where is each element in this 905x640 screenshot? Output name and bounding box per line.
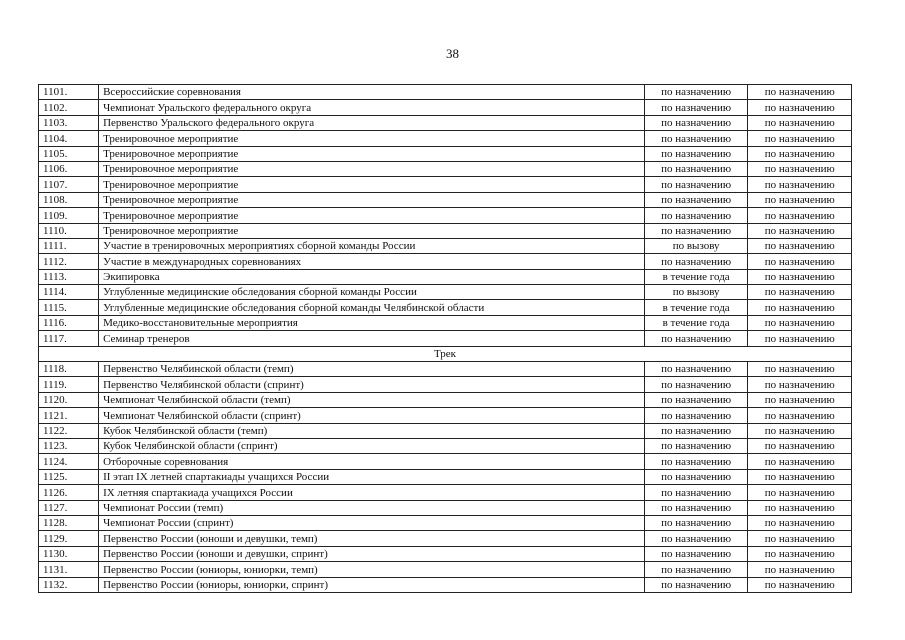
assignment-cell: по назначению: [748, 115, 852, 130]
timing-cell: по назначению: [644, 161, 748, 176]
row-number: 1124.: [39, 454, 99, 469]
assignment-cell: по назначению: [748, 485, 852, 500]
row-number: 1101.: [39, 85, 99, 100]
assignment-cell: по назначению: [748, 423, 852, 438]
timing-cell: по назначению: [644, 223, 748, 238]
table-row: [39, 562, 852, 577]
row-number: 1125.: [39, 469, 99, 484]
assignment-cell: по назначению: [748, 315, 852, 330]
table-row: [39, 331, 852, 346]
row-number: 1118.: [39, 362, 99, 377]
table-row: [39, 131, 852, 146]
event-name: IX летняя спартакиада учащихся России: [99, 485, 645, 500]
assignment-cell: по назначению: [748, 392, 852, 407]
table-row: [39, 438, 852, 453]
row-number: 1131.: [39, 562, 99, 577]
row-number: 1130.: [39, 546, 99, 561]
timing-cell: по назначению: [644, 423, 748, 438]
assignment-cell: по назначению: [748, 500, 852, 515]
table-row: [39, 423, 852, 438]
section-row: [39, 346, 852, 361]
assignment-cell: по назначению: [748, 269, 852, 284]
row-number: 1107.: [39, 177, 99, 192]
timing-cell: по назначению: [644, 192, 748, 207]
event-name: Всероссийские соревнования: [99, 85, 645, 100]
table-row: [39, 146, 852, 161]
timing-cell: по назначению: [644, 85, 748, 100]
assignment-cell: по назначению: [748, 515, 852, 530]
timing-cell: по назначению: [644, 208, 748, 223]
row-number: 1129.: [39, 531, 99, 546]
timing-cell: по назначению: [644, 177, 748, 192]
row-number: 1108.: [39, 192, 99, 207]
timing-cell: по назначению: [644, 100, 748, 115]
assignment-cell: по назначению: [748, 254, 852, 269]
assignment-cell: по назначению: [748, 100, 852, 115]
row-number: 1132.: [39, 577, 99, 592]
assignment-cell: по назначению: [748, 192, 852, 207]
timing-cell: по назначению: [644, 485, 748, 500]
section-header: [39, 346, 852, 361]
event-name: Тренировочное мероприятие: [99, 131, 645, 146]
assignment-cell: по назначению: [748, 85, 852, 100]
row-number: 1122.: [39, 423, 99, 438]
assignment-cell: по назначению: [748, 531, 852, 546]
row-number: 1120.: [39, 392, 99, 407]
table-row: [39, 115, 852, 130]
row-number: 1102.: [39, 100, 99, 115]
table-row: [39, 531, 852, 546]
table-row: [39, 546, 852, 561]
row-number: 1106.: [39, 161, 99, 176]
assignment-cell: по назначению: [748, 208, 852, 223]
timing-cell: по вызову: [644, 285, 748, 300]
timing-cell: в течение года: [644, 269, 748, 284]
assignment-cell: по назначению: [748, 223, 852, 238]
timing-cell: по назначению: [644, 562, 748, 577]
table-row: [39, 208, 852, 223]
table-row: [39, 362, 852, 377]
row-number: 1121.: [39, 408, 99, 423]
timing-cell: по вызову: [644, 238, 748, 253]
row-number: 1103.: [39, 115, 99, 130]
table-row: [39, 223, 852, 238]
event-name: Чемпионат России (спринт): [99, 515, 645, 530]
table-row: [39, 392, 852, 407]
event-name: Чемпионат Уральского федерального округа: [99, 100, 645, 115]
row-number: 1111.: [39, 238, 99, 253]
event-name: Семинар тренеров: [99, 331, 645, 346]
event-name: Кубок Челябинской области (темп): [99, 423, 645, 438]
timing-cell: по назначению: [644, 469, 748, 484]
timing-cell: по назначению: [644, 500, 748, 515]
assignment-cell: по назначению: [748, 438, 852, 453]
timing-cell: по назначению: [644, 377, 748, 392]
table-row: [39, 254, 852, 269]
row-number: 1110.: [39, 223, 99, 238]
event-name: Тренировочное мероприятие: [99, 146, 645, 161]
event-name: Первенство России (юноши и девушки, спринт): [99, 546, 645, 561]
event-name: Экипировка: [99, 269, 645, 284]
event-name: Тренировочное мероприятие: [99, 208, 645, 223]
assignment-cell: по назначению: [748, 300, 852, 315]
table-row: [39, 408, 852, 423]
assignment-cell: по назначению: [748, 562, 852, 577]
row-number: 1105.: [39, 146, 99, 161]
timing-cell: по назначению: [644, 392, 748, 407]
assignment-cell: по назначению: [748, 454, 852, 469]
event-name: Углубленные медицинские обследования сборной команды России: [99, 285, 645, 300]
assignment-cell: по назначению: [748, 161, 852, 176]
timing-cell: по назначению: [644, 146, 748, 161]
row-number: 1123.: [39, 438, 99, 453]
table-row: [39, 454, 852, 469]
timing-cell: по назначению: [644, 546, 748, 561]
row-number: 1104.: [39, 131, 99, 146]
timing-cell: в течение года: [644, 300, 748, 315]
assignment-cell: по назначению: [748, 469, 852, 484]
row-number: 1126.: [39, 485, 99, 500]
table-row: [39, 100, 852, 115]
table-body-top: [39, 85, 852, 347]
row-number: 1117.: [39, 331, 99, 346]
event-name: Первенство Челябинской области (спринт): [99, 377, 645, 392]
row-number: 1109.: [39, 208, 99, 223]
timing-cell: по назначению: [644, 115, 748, 130]
timing-cell: по назначению: [644, 131, 748, 146]
table-row: [39, 192, 852, 207]
table-row: [39, 315, 852, 330]
row-number: 1116.: [39, 315, 99, 330]
event-name: Первенство России (юниоры, юниорки, спринт): [99, 577, 645, 592]
assignment-cell: по назначению: [748, 331, 852, 346]
table-row: [39, 515, 852, 530]
event-name: Чемпионат Челябинской области (темп): [99, 392, 645, 407]
events-table: [38, 84, 852, 593]
assignment-cell: по назначению: [748, 546, 852, 561]
assignment-cell: по назначению: [748, 146, 852, 161]
event-name: Участие в тренировочных мероприятиях сборной команды России: [99, 238, 645, 253]
row-number: 1119.: [39, 377, 99, 392]
row-number: 1114.: [39, 285, 99, 300]
table-row: [39, 85, 852, 100]
timing-cell: по назначению: [644, 331, 748, 346]
event-name: Тренировочное мероприятие: [99, 177, 645, 192]
event-name: Первенство России (юниоры, юниорки, темп): [99, 562, 645, 577]
event-name: Тренировочное мероприятие: [99, 161, 645, 176]
assignment-cell: по назначению: [748, 177, 852, 192]
assignment-cell: по назначению: [748, 577, 852, 592]
table-row: [39, 577, 852, 592]
timing-cell: по назначению: [644, 577, 748, 592]
table-row: [39, 161, 852, 176]
row-number: 1127.: [39, 500, 99, 515]
table-row: [39, 469, 852, 484]
event-name: Чемпионат России (темп): [99, 500, 645, 515]
event-name: Отборочные соревнования: [99, 454, 645, 469]
event-name: Тренировочное мероприятие: [99, 223, 645, 238]
section-title: Трек: [39, 346, 852, 361]
timing-cell: по назначению: [644, 254, 748, 269]
timing-cell: по назначению: [644, 454, 748, 469]
timing-cell: по назначению: [644, 515, 748, 530]
timing-cell: по назначению: [644, 408, 748, 423]
table-row: [39, 377, 852, 392]
timing-cell: в течение года: [644, 315, 748, 330]
assignment-cell: по назначению: [748, 362, 852, 377]
event-name: Медико-восстановительные мероприятия: [99, 315, 645, 330]
row-number: 1115.: [39, 300, 99, 315]
event-name: Первенство Челябинской области (темп): [99, 362, 645, 377]
assignment-cell: по назначению: [748, 285, 852, 300]
assignment-cell: по назначению: [748, 238, 852, 253]
timing-cell: по назначению: [644, 362, 748, 377]
table-row: [39, 177, 852, 192]
page-number: 38: [446, 46, 459, 61]
assignment-cell: по назначению: [748, 131, 852, 146]
row-number: 1113.: [39, 269, 99, 284]
table-row: [39, 500, 852, 515]
table-body-bottom: [39, 362, 852, 593]
table-row: [39, 300, 852, 315]
row-number: 1112.: [39, 254, 99, 269]
assignment-cell: по назначению: [748, 408, 852, 423]
timing-cell: по назначению: [644, 531, 748, 546]
assignment-cell: по назначению: [748, 377, 852, 392]
event-name: Кубок Челябинской области (спринт): [99, 438, 645, 453]
event-name: Первенство России (юноши и девушки, темп): [99, 531, 645, 546]
event-name: Чемпионат Челябинской области (спринт): [99, 408, 645, 423]
table-row: [39, 485, 852, 500]
event-name: Первенство Уральского федерального округа: [99, 115, 645, 130]
event-name: II этап IX летней спартакиады учащихся России: [99, 469, 645, 484]
table-row: [39, 285, 852, 300]
event-name: Участие в международных соревнованиях: [99, 254, 645, 269]
timing-cell: по назначению: [644, 438, 748, 453]
row-number: 1128.: [39, 515, 99, 530]
event-name: Тренировочное мероприятие: [99, 192, 645, 207]
event-name: Углубленные медицинские обследования сборной команды Челябинской области: [99, 300, 645, 315]
table-row: [39, 238, 852, 253]
table-row: [39, 269, 852, 284]
